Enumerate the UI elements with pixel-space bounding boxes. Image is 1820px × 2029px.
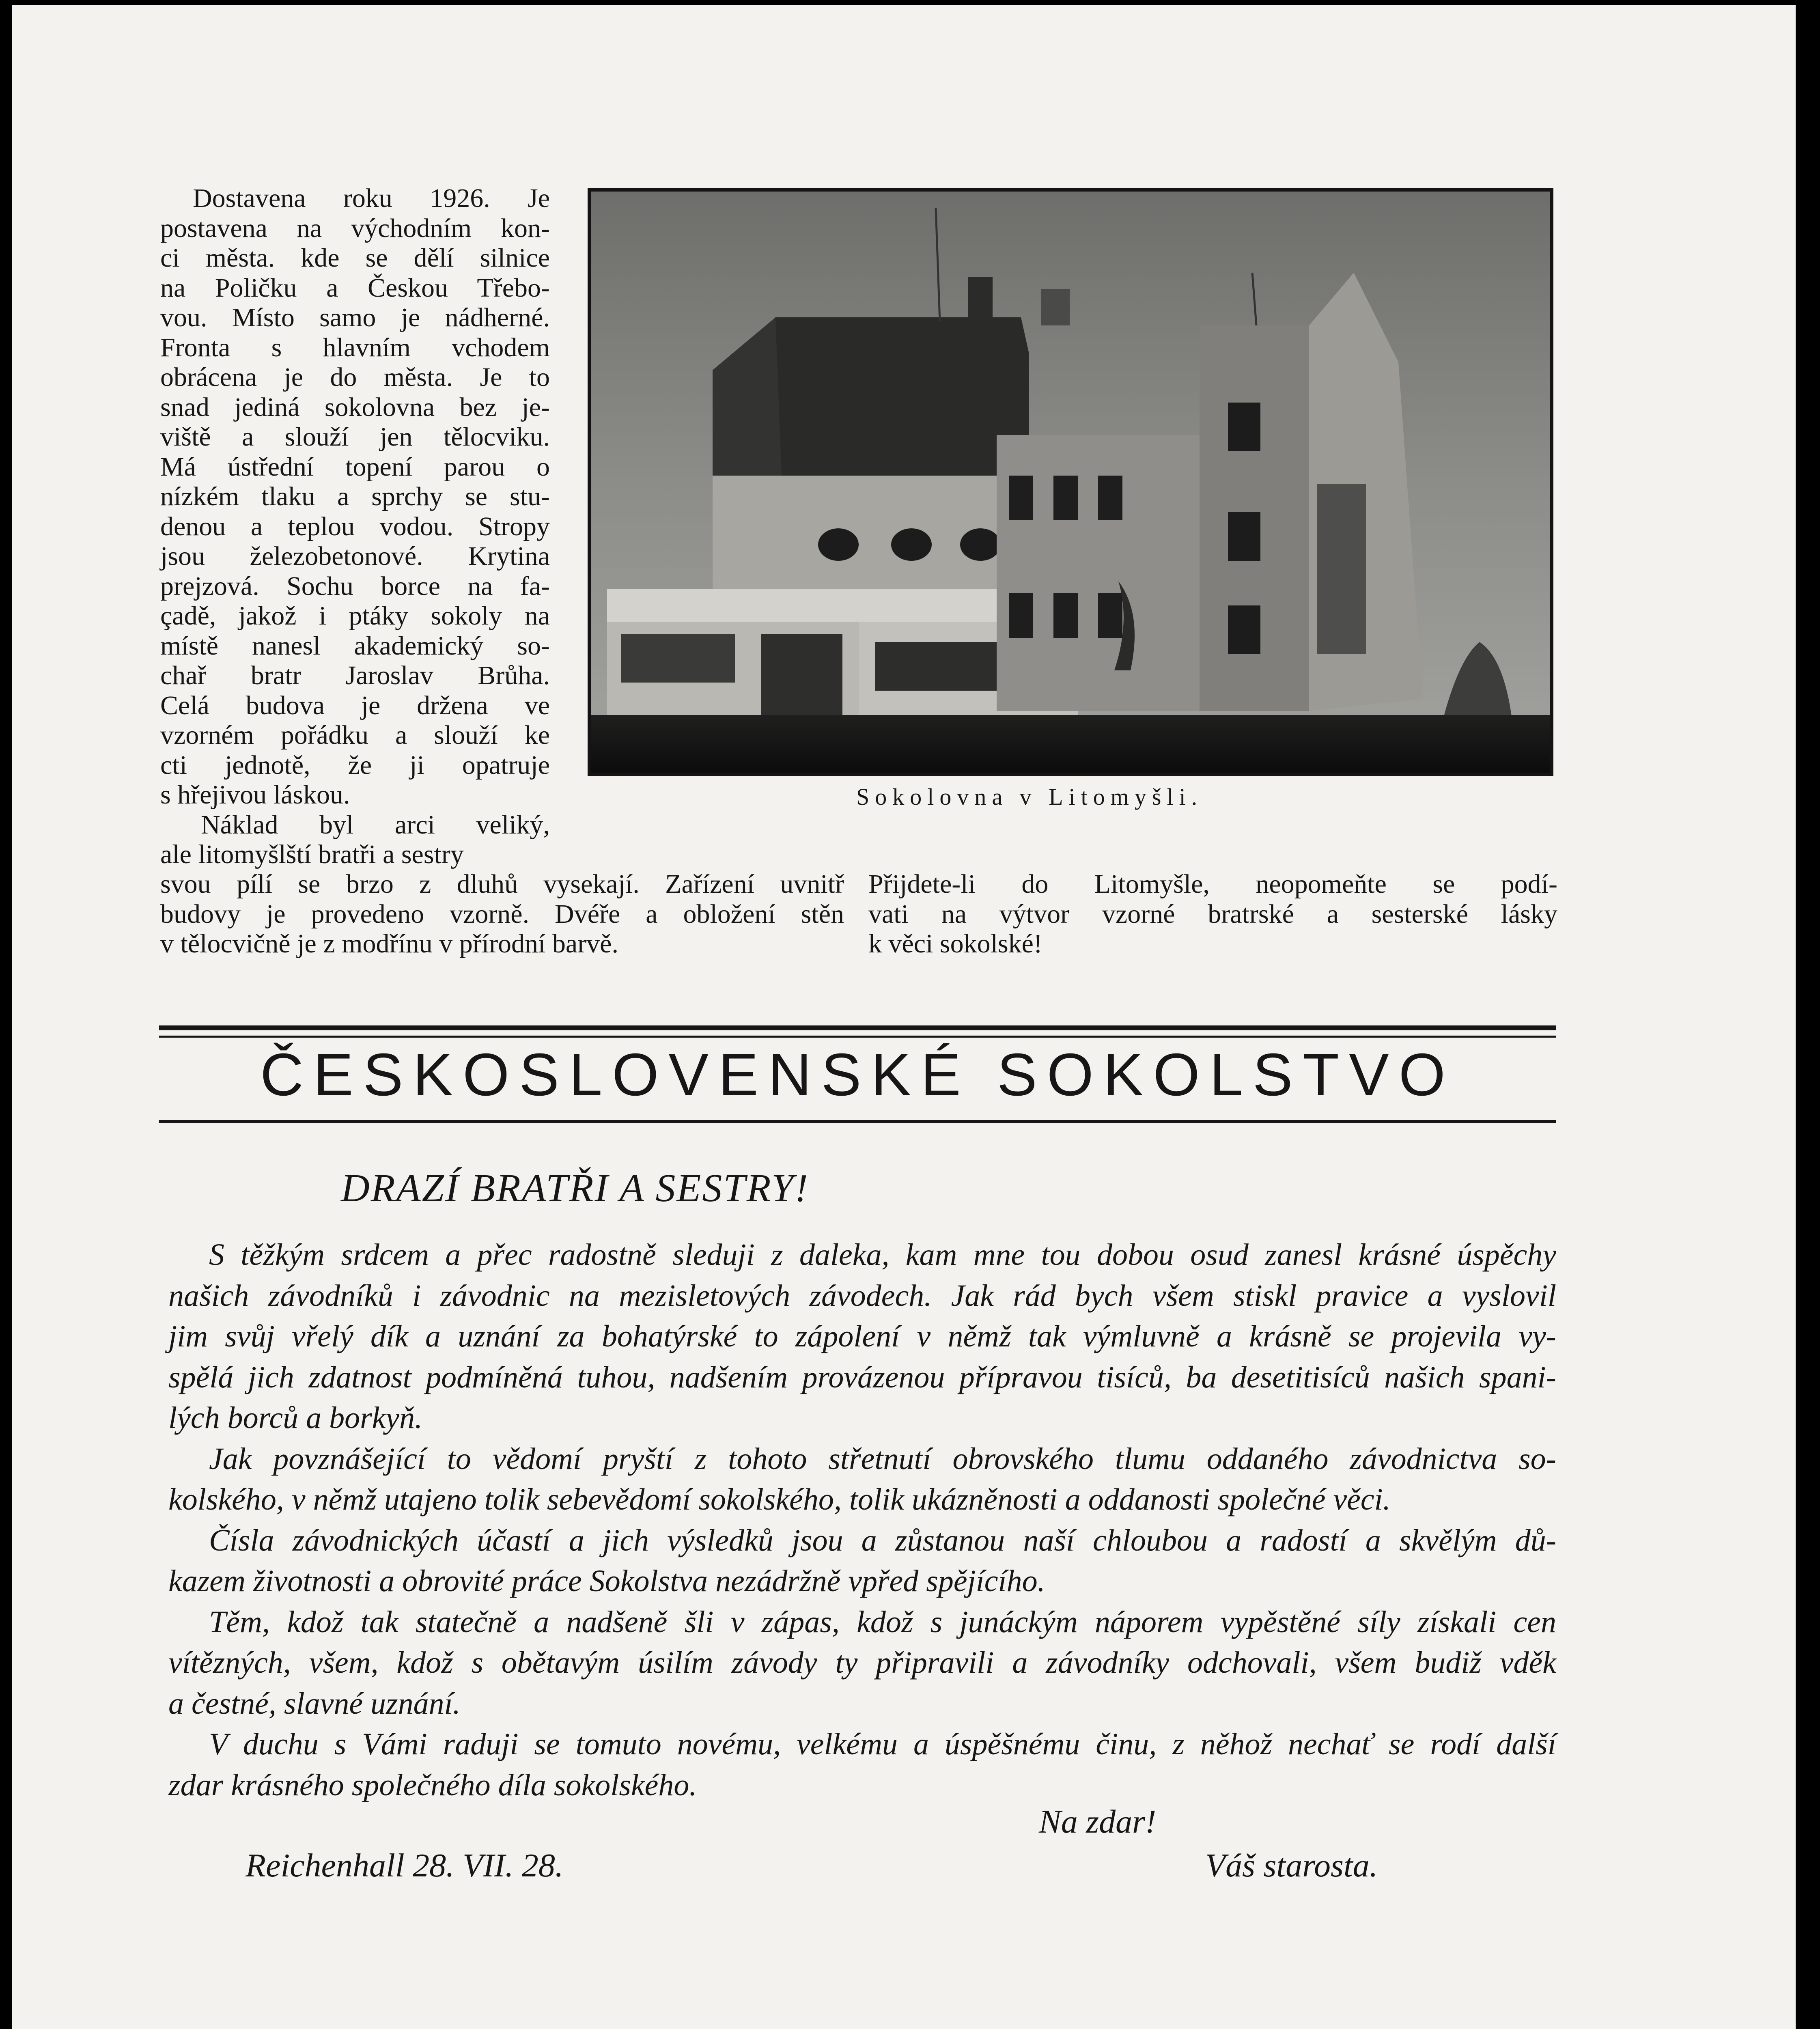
text-line: na Poličku a Českou Třebo- xyxy=(160,273,550,303)
document-page xyxy=(12,5,1796,2029)
text-line: ale litomyšlští bratři a sestry xyxy=(160,840,464,869)
sokolovna-photo xyxy=(588,188,1553,776)
text-line: ci města. kde se dělí silnice xyxy=(160,243,550,273)
text-line: cti jednotě, že ji opatruje xyxy=(160,750,550,780)
letter-place-date: Reichenhall 28. VII. 28. xyxy=(246,1847,564,1884)
text-line: jsou železobetonové. Krytina xyxy=(160,541,550,571)
text-line: lých borců a borkyň. xyxy=(168,1401,423,1435)
text-line: budovy je provedeno vzorně. Dvéře a obložení stěn xyxy=(160,899,844,929)
text-line: s hřejivou láskou. xyxy=(160,780,350,810)
text-line: místě nanesl akademický so- xyxy=(160,631,550,661)
text-line: vati na výtvor vzorné bratrské a sesterské lásky xyxy=(868,899,1557,929)
text-line: viště a slouží jen tělocviku. xyxy=(160,422,550,452)
text-line: Má ústřední topení parou o xyxy=(160,452,550,482)
right-column-text xyxy=(868,869,1557,959)
text-line: Dostavena roku 1926. Je xyxy=(193,183,550,213)
photo-caption: Sokolovna v Litomyšli. xyxy=(856,784,1203,810)
text-line: Náklad byl arci veliký, xyxy=(201,810,550,840)
left-column-text xyxy=(160,183,550,870)
text-line: Čísla závodnických účastí a jich výsledků jsou a zůstanou naší chloubou a radostí a skvělým dů- xyxy=(209,1523,1556,1557)
text-line: svou pílí se brzo z dluhů vysekají. Zařízení uvnitř xyxy=(160,869,844,899)
text-line: V duchu s Vámi raduji se tomuto novému, velkému a úspěšnému činu, z něhož nechať se rodí další xyxy=(209,1727,1556,1761)
left-column-continuation xyxy=(160,869,844,959)
text-line: snad jediná sokolovna bez je- xyxy=(160,392,550,422)
text-line: našich závodníků i závodnic na mezisletových závodech. Jak rád bych všem stiskl pravice a vyslovil xyxy=(168,1278,1556,1313)
text-line: Přijdete-li do Litomyšle, neopomeňte se podí- xyxy=(868,869,1557,899)
text-line: vítězných, všem, kdož s obětavým úsilím závody ty připravili a závodníky odchovali, všem budiž vděk xyxy=(168,1646,1556,1680)
letter-salutation: DRAZÍ BRATŘI A SESTRY! xyxy=(341,1166,810,1210)
text-line: kolského, v němž utajeno tolik sebevědomí sokolského, tolik ukázněnosti a oddanosti společné věci. xyxy=(168,1482,1391,1516)
text-line: S těžkým srdcem a přec radostně sleduji z daleka, kam mne tou dobou osud zanesl krásné úspěchy xyxy=(209,1238,1556,1272)
text-line: v tělocvičně je z modřínu v přírodní barvě. xyxy=(160,929,618,958)
text-line: chař bratr Jaroslav Brůha. xyxy=(160,661,550,690)
letter-closing: Na zdar! xyxy=(1039,1803,1157,1840)
text-line: a čestné, slavné uznání. xyxy=(168,1686,461,1721)
text-line: Jak povznášející to vědomí pryští z tohoto střetnutí obrovského tlumu oddaného závodnictva so- xyxy=(209,1441,1556,1476)
text-line: Těm, kdož tak statečně a nadšeně šli v zápas, kdož s junáckým náporem vypěstěné síly získali cen xyxy=(209,1605,1556,1639)
text-line: obrácena je do města. Je to xyxy=(160,362,550,392)
text-line: spělá jich zdatnost podmíněná tuhou, nadšením provázenou přípravou tisíců, ba desetitisíců našich spani- xyxy=(168,1360,1556,1394)
bottom-rule xyxy=(159,1120,1556,1123)
text-line: Fronta s hlavním vchodem xyxy=(160,332,550,362)
text-line: k věci sokolské! xyxy=(868,929,1042,958)
text-line: jim svůj vřelý dík a uznání za bohatýrské to zápolení v němž tak výmluvně a krásně se projevila vy- xyxy=(168,1319,1556,1353)
text-line: nízkém tlaku a sprchy se stu- xyxy=(160,482,550,511)
text-line: zdar krásného společného díla sokolského. xyxy=(168,1768,697,1802)
text-line: Celá budova je držena ve xyxy=(160,690,550,720)
letter-signature: Váš starosta. xyxy=(1205,1847,1378,1884)
text-line: kazem životnosti a obrovité práce Sokolstva nezádržně vpřed spějícího. xyxy=(168,1564,1045,1598)
text-line: vzorném pořádku a slouží ke xyxy=(160,720,550,750)
top-double-rule-thick xyxy=(159,1025,1556,1030)
text-line: prejzová. Sochu borce na fa- xyxy=(160,571,550,601)
section-title: ČESKOSLOVENSKÉ SOKOLSTVO xyxy=(260,1041,1455,1108)
text-line: denou a teplou vodou. Stropy xyxy=(160,511,550,541)
text-line: postavena na východním kon- xyxy=(160,213,550,243)
text-line: vou. Místo samo je nádherné. xyxy=(160,303,550,332)
text-line: çadě, jakož i ptáky sokoly na xyxy=(160,601,550,631)
letter-body xyxy=(168,1234,1556,1805)
